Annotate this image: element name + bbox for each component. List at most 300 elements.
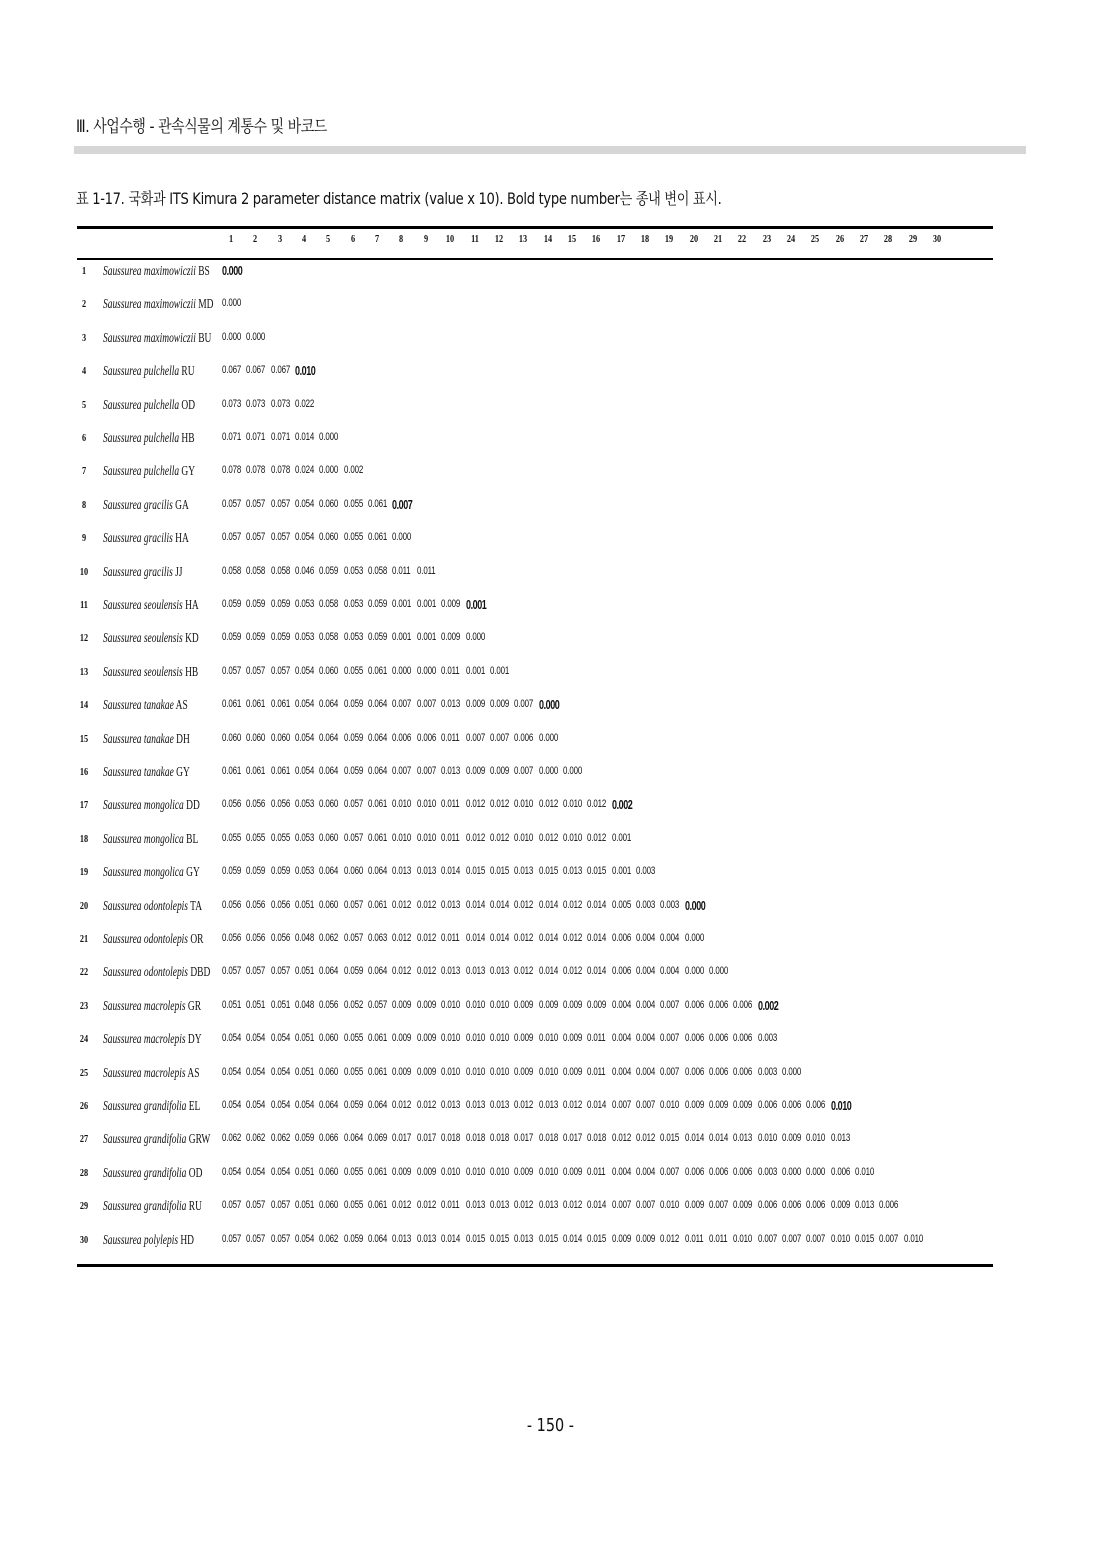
column-header: 1 (228, 233, 234, 245)
distance-cell: 0.059 (270, 631, 290, 644)
distance-cell: 0.060 (319, 798, 339, 811)
distance-cell: 0.009 (392, 1032, 412, 1045)
distance-cell: 0.009 (489, 698, 509, 711)
distance-cell: 0.001 (416, 598, 436, 610)
distance-cell: 0.014 (587, 1199, 607, 1212)
epithet: macrolepis (143, 997, 186, 1013)
row-number: 16 (79, 766, 89, 778)
distance-cell: 0.007 (660, 1032, 680, 1045)
distance-cell: 0.014 (295, 431, 315, 443)
distance-cell: 0.009 (538, 998, 558, 1011)
epithet: odontolepis (143, 897, 188, 913)
distance-cell: 0.014 (489, 898, 509, 911)
population-code: GY (181, 463, 196, 479)
distance-cell: 0.012 (416, 898, 436, 911)
distance-cell: 0.056 (246, 798, 266, 811)
distance-cell: 0.007 (806, 1232, 826, 1245)
distance-cell: 0.013 (392, 1232, 412, 1245)
genus: Saussurea (103, 1231, 142, 1247)
distance-cell: 0.006 (733, 998, 753, 1011)
column-header: 7 (375, 233, 380, 245)
column-header: 2 (253, 233, 258, 245)
distance-cell: 0.015 (855, 1232, 875, 1245)
distance-cell: 0.012 (562, 898, 582, 911)
distance-cell: 0.006 (879, 1199, 899, 1212)
distance-cell: 0.010 (514, 798, 534, 811)
distance-cell: 0.007 (611, 1199, 631, 1212)
distance-cell: 0.013 (441, 765, 461, 777)
distance-cell: 0.064 (368, 1232, 388, 1245)
species-name (103, 764, 190, 780)
distance-cell: 0.007 (635, 1199, 656, 1212)
distance-cell: 0.004 (660, 932, 680, 944)
population-code: DBD (190, 964, 211, 980)
distance-cell: 0.010 (660, 1099, 680, 1111)
row-number: 19 (79, 866, 89, 879)
distance-cell: 0.010 (489, 1165, 509, 1178)
distance-cell: 0.061 (222, 765, 242, 777)
distance-cell: 0.057 (343, 798, 363, 811)
epithet: pulchella (143, 430, 180, 445)
distance-cell: 0.060 (319, 831, 339, 844)
distance-cell: 0.057 (222, 531, 242, 544)
distance-cell: 0.014 (441, 865, 461, 878)
population-code: AS (175, 697, 188, 713)
distance-cell: 0.073 (270, 397, 290, 410)
distance-cell: 0.013 (489, 1099, 509, 1111)
row-number: 29 (79, 1200, 89, 1213)
distance-cell: 0.007 (514, 698, 534, 711)
distance-cell: 0.007 (465, 731, 485, 744)
distance-cell: 0.063 (368, 932, 388, 944)
epithet: maximowiczii (143, 329, 196, 345)
distance-cell: 0.048 (295, 998, 315, 1011)
population-code: OR (190, 931, 204, 946)
distance-cell: 0.064 (319, 1099, 339, 1111)
distance-cell: 0.012 (635, 1132, 656, 1145)
distance-cell: 0.064 (368, 1099, 388, 1111)
population-code: GY (176, 764, 190, 779)
distance-cell: 0.013 (830, 1132, 850, 1145)
distance-cell: 0.009 (562, 1032, 582, 1045)
distance-cell: 0.006 (684, 1165, 704, 1178)
table-caption: 표 1-17. 국화과 ITS Kimura 2 parameter distance matrix (value x 10). Bold type number는 종내 변이 표시. (76, 189, 722, 208)
distance-cell: 0.000 (246, 330, 266, 343)
distance-cell: 0.003 (757, 1165, 777, 1178)
distance-cell: 0.012 (562, 965, 582, 978)
distance-cell: 0.001 (489, 664, 509, 677)
row-number: 30 (79, 1233, 89, 1246)
distance-cell: 0.017 (392, 1132, 412, 1145)
distance-cell: 0.053 (295, 865, 315, 878)
column-header: 27 (859, 233, 869, 245)
distance-cell: 0.000 (538, 765, 558, 777)
distance-cell: 0.006 (709, 998, 729, 1011)
epithet: gracilis (143, 530, 173, 546)
row-number: 4 (81, 365, 87, 378)
distance-cell: 0.060 (319, 898, 339, 911)
distance-cell: 0.061 (368, 798, 388, 811)
distance-cell: 0.007 (611, 1099, 631, 1111)
distance-cell: 0.010 (538, 1032, 558, 1045)
column-header: 9 (423, 233, 428, 245)
distance-cell: 0.054 (295, 664, 315, 677)
distance-cell: 0.007 (514, 765, 534, 777)
distance-cell: 0.061 (222, 698, 242, 711)
distance-cell: 0.061 (270, 698, 290, 711)
epithet: odontolepis (143, 931, 188, 946)
distance-cell: 0.006 (733, 1032, 753, 1045)
genus: Saussurea (103, 597, 142, 612)
distance-cell: 0.060 (319, 1032, 339, 1045)
epithet: tanakae (143, 730, 174, 746)
distance-cell: 0.011 (392, 564, 411, 577)
distance-cell: 0.061 (246, 698, 266, 711)
epithet: maximowiczii (143, 296, 196, 312)
distance-cell: 0.051 (222, 998, 242, 1011)
genus: Saussurea (103, 663, 142, 679)
header-rule (74, 146, 1026, 154)
species-name (103, 597, 199, 613)
row-number: 13 (79, 665, 89, 678)
distance-cell: 0.057 (222, 965, 242, 978)
distance-cell: 0.051 (295, 1032, 315, 1045)
distance-cell: 0.009 (416, 1165, 436, 1178)
distance-cell: 0.010 (757, 1132, 777, 1145)
row-number: 2 (81, 298, 87, 311)
distance-cell: 0.009 (733, 1199, 753, 1212)
species-name (103, 530, 189, 546)
distance-cell: 0.006 (709, 1065, 729, 1078)
epithet: seoulensis (143, 630, 183, 646)
distance-cell: 0.059 (222, 631, 242, 644)
genus: Saussurea (103, 730, 142, 746)
distance-cell: 0.009 (684, 1099, 704, 1111)
distance-cell: 0.011 (441, 731, 460, 744)
distance-cell: 0.013 (441, 698, 461, 711)
distance-cell: 0.006 (806, 1199, 826, 1212)
distance-cell: 0.017 (514, 1132, 534, 1145)
genus: Saussurea (103, 1064, 142, 1080)
distance-cell: 0.057 (222, 664, 242, 677)
distance-cell: 0.012 (489, 798, 509, 811)
distance-cell: 0.007 (660, 1065, 680, 1078)
genus: Saussurea (103, 263, 142, 278)
table-bottom-rule (77, 1264, 993, 1267)
column-header: 26 (835, 233, 844, 245)
distance-cell: 0.014 (587, 898, 607, 911)
distance-cell: 0.000 (684, 898, 706, 913)
distance-cell: 0.010 (830, 1099, 852, 1113)
distance-cell: 0.054 (246, 1099, 266, 1111)
distance-cell: 0.012 (465, 798, 485, 811)
population-code: RU (188, 1198, 202, 1214)
population-code: KD (185, 630, 199, 646)
distance-cell: 0.010 (441, 1165, 461, 1178)
population-code: OD (181, 396, 196, 412)
distance-cell: 0.017 (416, 1132, 436, 1145)
distance-cell: 0.060 (319, 1199, 339, 1212)
distance-cell: 0.006 (830, 1165, 850, 1178)
distance-cell: 0.058 (319, 631, 339, 644)
distance-cell: 0.059 (246, 598, 266, 610)
distance-cell: 0.054 (246, 1065, 266, 1078)
distance-cell: 0.013 (441, 965, 461, 978)
distance-cell: 0.007 (635, 1099, 656, 1111)
epithet: mongolica (143, 864, 184, 880)
distance-cell: 0.015 (489, 865, 509, 878)
distance-cell: 0.010 (441, 1032, 461, 1045)
distance-cell: 0.012 (538, 798, 558, 811)
distance-cell: 0.015 (660, 1132, 680, 1145)
species-name (103, 964, 210, 980)
distance-cell: 0.054 (222, 1032, 242, 1045)
distance-cell: 0.056 (270, 932, 290, 944)
distance-cell: 0.061 (368, 1199, 388, 1212)
genus: Saussurea (103, 563, 142, 579)
distance-cell: 0.059 (343, 731, 363, 744)
distance-cell: 0.006 (392, 731, 412, 744)
row-number: 23 (79, 999, 89, 1012)
distance-cell: 0.059 (295, 1132, 315, 1145)
distance-cell: 0.058 (319, 598, 339, 610)
column-header: 13 (519, 233, 528, 245)
distance-cell: 0.022 (295, 397, 315, 410)
distance-cell: 0.009 (684, 1199, 704, 1212)
species-name (103, 797, 200, 813)
distance-cell: 0.006 (684, 1065, 704, 1078)
genus: Saussurea (103, 897, 142, 913)
distance-cell: 0.057 (270, 497, 290, 510)
distance-cell: 0.001 (465, 664, 485, 677)
distance-cell: 0.006 (757, 1199, 777, 1212)
distance-cell: 0.010 (441, 1065, 461, 1078)
distance-cell: 0.012 (587, 831, 607, 844)
distance-cell: 0.011 (587, 1165, 606, 1178)
row-number: 21 (79, 933, 89, 945)
distance-cell: 0.054 (270, 1099, 290, 1111)
epithet: tanakae (143, 697, 174, 713)
distance-cell: 0.010 (806, 1132, 826, 1145)
population-code: HB (181, 430, 195, 445)
genus: Saussurea (103, 496, 142, 512)
row-number: 7 (81, 465, 87, 478)
distance-cell: 0.012 (465, 831, 485, 844)
distance-cell: 0.057 (222, 1232, 242, 1245)
distance-cell: 0.001 (392, 631, 412, 644)
distance-cell: 0.014 (684, 1132, 704, 1145)
species-name (103, 363, 195, 379)
distance-cell: 0.018 (538, 1132, 558, 1145)
row-number: 25 (79, 1066, 89, 1079)
distance-cell: 0.012 (514, 932, 534, 944)
distance-cell: 0.054 (270, 1165, 290, 1178)
population-code: GRW (188, 1131, 211, 1147)
epithet: grandifolia (143, 1131, 187, 1147)
distance-cell: 0.060 (319, 1065, 339, 1078)
distance-cell: 0.061 (368, 1165, 388, 1178)
distance-cell: 0.010 (855, 1165, 875, 1178)
distance-cell: 0.014 (587, 932, 607, 944)
population-code: EL (188, 1098, 201, 1113)
distance-cell: 0.010 (514, 831, 534, 844)
distance-cell: 0.061 (368, 831, 388, 844)
section-header: Ⅲ. 사업수행 - 관속식물의 계통수 및 바코드 (76, 117, 327, 137)
distance-cell: 0.011 (441, 831, 460, 844)
genus: Saussurea (103, 530, 142, 546)
distance-cell: 0.015 (538, 1232, 558, 1245)
distance-cell: 0.000 (319, 464, 339, 477)
genus: Saussurea (103, 1031, 142, 1047)
distance-cell: 0.061 (368, 497, 388, 510)
distance-cell: 0.054 (246, 1165, 266, 1178)
row-number: 22 (79, 966, 89, 979)
population-code: GA (175, 496, 189, 512)
distance-cell: 0.012 (562, 1199, 582, 1212)
column-header: 20 (689, 233, 698, 245)
distance-cell: 0.012 (611, 1132, 631, 1145)
distance-cell: 0.013 (562, 865, 582, 878)
distance-cell: 0.056 (222, 898, 242, 911)
distance-cell: 0.011 (441, 932, 460, 944)
distance-cell: 0.009 (465, 698, 485, 711)
distance-cell: 0.064 (319, 865, 339, 878)
population-code: HD (180, 1231, 195, 1247)
distance-cell: 0.013 (441, 898, 461, 911)
epithet: mongolica (143, 830, 184, 846)
distance-cell: 0.011 (684, 1232, 704, 1245)
epithet: macrolepis (143, 1031, 186, 1047)
species-name (103, 898, 202, 914)
distance-cell: 0.053 (343, 598, 363, 610)
column-header: 22 (738, 233, 747, 245)
row-number: 5 (81, 398, 87, 411)
genus: Saussurea (103, 830, 142, 846)
row-number: 15 (79, 732, 89, 745)
distance-cell: 0.059 (270, 598, 290, 610)
distance-cell: 0.054 (295, 497, 315, 510)
row-number: 6 (81, 432, 87, 444)
distance-cell: 0.064 (319, 765, 339, 777)
distance-cell: 0.006 (709, 1032, 729, 1045)
distance-cell: 0.004 (635, 1032, 656, 1045)
distance-cell: 0.001 (392, 598, 412, 610)
distance-cell: 0.053 (295, 798, 315, 811)
distance-cell: 0.066 (319, 1132, 339, 1145)
distance-cell: 0.013 (538, 1099, 558, 1111)
distance-cell: 0.056 (319, 998, 339, 1011)
distance-cell: 0.073 (222, 397, 242, 410)
distance-cell: 0.009 (416, 1032, 436, 1045)
distance-cell: 0.054 (246, 1032, 266, 1045)
row-number: 12 (79, 632, 89, 645)
epithet: pulchella (143, 363, 180, 379)
distance-cell: 0.004 (635, 965, 656, 978)
distance-cell: 0.010 (465, 1032, 485, 1045)
distance-cell: 0.012 (416, 1099, 436, 1111)
distance-cell: 0.010 (295, 364, 316, 379)
population-code: DY (187, 1031, 202, 1047)
distance-cell: 0.051 (295, 1065, 315, 1078)
population-code: BL (186, 830, 199, 846)
distance-cell: 0.013 (416, 865, 436, 878)
distance-cell: 0.000 (222, 330, 242, 343)
genus: Saussurea (103, 1164, 142, 1180)
distance-cell: 0.004 (635, 1165, 656, 1178)
distance-cell: 0.010 (562, 798, 582, 811)
distance-cell: 0.012 (514, 965, 534, 978)
distance-cell: 0.055 (343, 1032, 363, 1045)
row-number: 8 (81, 498, 87, 511)
distance-cell: 0.056 (270, 798, 290, 811)
column-header: 30 (933, 233, 942, 245)
column-header: 15 (567, 233, 577, 245)
distance-cell: 0.053 (343, 564, 363, 577)
distance-cell: 0.006 (514, 731, 534, 744)
distance-cell: 0.010 (830, 1232, 850, 1245)
distance-cell: 0.011 (709, 1232, 728, 1245)
species-name (103, 330, 211, 346)
distance-cell: 0.012 (392, 1199, 412, 1212)
distance-cell: 0.062 (319, 1232, 339, 1245)
species-name (103, 831, 198, 847)
distance-cell: 0.055 (270, 831, 290, 844)
distance-cell: 0.057 (343, 898, 363, 911)
species-name (103, 430, 195, 446)
distance-cell: 0.059 (343, 1099, 363, 1111)
column-header: 17 (616, 233, 625, 245)
distance-cell: 0.009 (392, 998, 412, 1011)
species-name (103, 731, 190, 747)
distance-cell: 0.059 (270, 865, 290, 878)
row-number: 20 (79, 899, 89, 912)
distance-cell: 0.062 (222, 1132, 242, 1145)
distance-cell: 0.003 (635, 898, 656, 911)
distance-cell: 0.004 (611, 998, 631, 1011)
distance-cell: 0.013 (489, 965, 509, 978)
distance-cell: 0.054 (295, 731, 315, 744)
column-header: 6 (350, 233, 355, 245)
epithet: pulchella (143, 396, 180, 412)
distance-cell: 0.051 (295, 1199, 315, 1212)
distance-cell: 0.054 (270, 1065, 290, 1078)
distance-cell: 0.009 (392, 1165, 412, 1178)
distance-cell: 0.011 (416, 564, 436, 577)
distance-cell: 0.013 (416, 1232, 436, 1245)
distance-cell: 0.011 (587, 1032, 606, 1045)
distance-cell: 0.004 (611, 1032, 631, 1045)
distance-cell: 0.012 (562, 1099, 582, 1111)
genus: Saussurea (103, 1098, 142, 1113)
distance-cell: 0.012 (514, 898, 534, 911)
distance-cell: 0.000 (222, 297, 242, 310)
distance-cell: 0.009 (611, 1232, 631, 1245)
distance-cell: 0.062 (319, 932, 339, 944)
epithet: grandifolia (143, 1098, 187, 1113)
distance-cell: 0.064 (368, 865, 388, 878)
distance-cell: 0.010 (489, 998, 509, 1011)
distance-cell: 0.054 (222, 1099, 242, 1111)
column-header: 5 (326, 233, 331, 245)
epithet: grandifolia (143, 1164, 187, 1180)
epithet: macrolepis (143, 1064, 186, 1080)
distance-cell: 0.061 (368, 1065, 388, 1078)
genus: Saussurea (103, 764, 142, 779)
distance-cell: 0.007 (416, 765, 436, 777)
distance-cell: 0.010 (465, 1165, 485, 1178)
distance-cell: 0.057 (368, 998, 388, 1011)
distance-cell: 0.001 (465, 598, 486, 612)
